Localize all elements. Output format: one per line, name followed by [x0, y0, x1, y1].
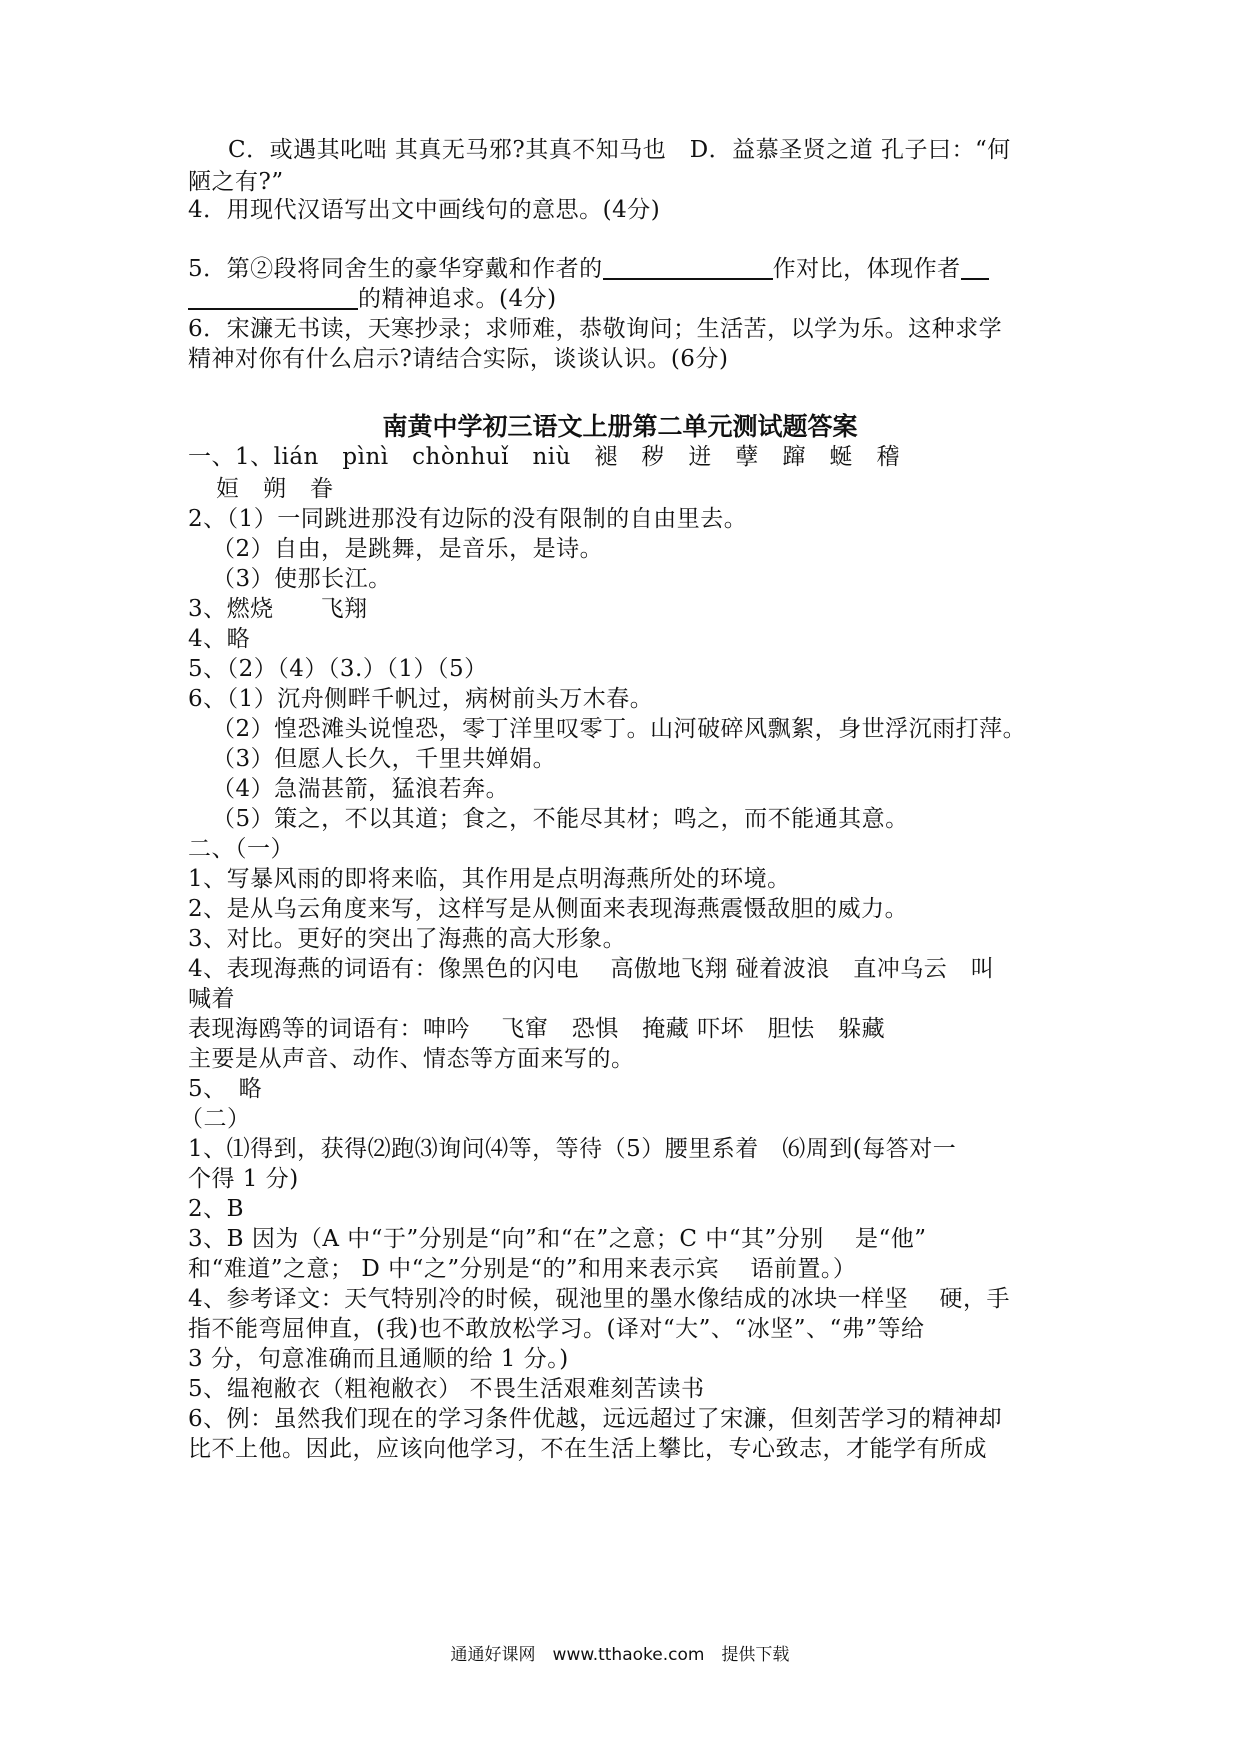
answer-6-2: （2）惶恐滩头说惶恐，零丁洋里叹零丁。山河破碎风飘絮，身世浮沉雨打萍。 [212, 716, 1027, 742]
answer-6-4: （4）急湍甚箭，猛浪若奔。 [212, 776, 510, 802]
answer-2-2-4-cont2: 3 分，句意准确而且通顺的给 1 分。) [188, 1346, 569, 1372]
question-3-options-cont: 陋之有?” [188, 169, 284, 195]
answer-2-2-4: 4、参考译文：天气特别冷的时候，砚池里的墨水像结成的冰块一样坚 硬，手 [188, 1286, 1010, 1312]
answer-4: 4、略 [188, 626, 251, 652]
answer-2-2-6: 6、例：虽然我们现在的学习条件优越，远远超过了宋濂，但刻苦学习的精神却 [188, 1406, 1003, 1432]
answer-6-1: 6、（1）沉舟侧畔千帆过，病树前头万木春。 [188, 686, 654, 712]
answer-2-2-2: 2、B [188, 1196, 245, 1222]
question-5-text-c: 的精神追求。(4分) [358, 286, 557, 312]
answer-2-1-3: 3、对比。更好的突出了海燕的高大形象。 [188, 926, 627, 952]
answer-blank [188, 284, 358, 310]
answer-6-3: （3）但愿人长久，千里共婵娟。 [212, 746, 557, 772]
answer-2-2-5: 5、缊袍敝衣（粗袍敝衣） 不畏生活艰难刻苦读书 [188, 1376, 705, 1402]
question-5-line2 [188, 283, 1068, 315]
question-6-line1: 6．宋濂无书读，天寒抄录；求师难，恭敬询问；生活苦，以学为乐。这种求学 [188, 316, 1003, 342]
answer-2-1-4-cont: 喊着 [188, 986, 235, 1012]
answer-2-3: （3）使那长江。 [212, 566, 392, 592]
question-5-line1 [188, 253, 1068, 285]
answer-blank [603, 254, 773, 280]
answer-2-1-4-gulls: 表现海鸥等的词语有：呻吟 飞窜 恐惧 掩藏 吓坏 胆怯 躲藏 [188, 1016, 886, 1042]
answer-2-2: （2）自由，是跳舞，是音乐，是诗。 [212, 536, 604, 562]
answer-1-chars: 姮 朔 眷 [216, 476, 334, 502]
answer-6-5: （5）策之，不以其道；食之，不能尽其材；鸣之，而不能通其意。 [212, 806, 909, 832]
answer-3: 3、燃烧 飞翔 [188, 596, 368, 622]
page-footer: 通通好课网 www.tthaoke.com 提供下载 [450, 1645, 790, 1665]
answer-2-1-4-summary: 主要是从声音、动作、情态等方面来写的。 [188, 1046, 635, 1072]
section-2-part-2-heading: （二） [180, 1106, 251, 1132]
question-5-text-a: 5．第②段将同舍生的豪华穿戴和作者的 [188, 256, 603, 282]
question-6-line2: 精神对你有什么启示?请结合实际，谈谈认识。(6分) [188, 346, 729, 372]
answer-2-1: 2、（1）一同跳进那没有边际的没有限制的自由里去。 [188, 506, 748, 532]
answer-2-1-5: 5、 略 [188, 1076, 263, 1102]
answer-2-1-1: 1、写暴风雨的即将来临，其作用是点明海燕所处的环境。 [188, 866, 791, 892]
answer-2-2-3: 3、B 因为（A 中“于”分别是“向”和“在”之意；C 中“其”分别 是“他” [188, 1226, 927, 1252]
question-5-text-b: 作对比，体现作者 [772, 256, 961, 282]
answer-5: 5、（2）（4）（3.）（1）（5） [188, 656, 488, 682]
answer-2-2-1-cont: 个得 1 分) [188, 1166, 299, 1192]
answer-key-title: 南黄中学初三语文上册第二单元测试题答案 [382, 412, 858, 441]
answer-1-pinyin: 一、1、lián pìnì chònhuǐ niù 褪 秽 迸 孽 蹿 蜒 稽 [188, 444, 900, 470]
question-4: 4．用现代汉语写出文中画线句的意思。(4分) [188, 197, 661, 223]
answer-2-1-4: 4、表现海燕的词语有：像黑色的闪电 高傲地飞翔 碰着波浪 直冲乌云 叫 [188, 956, 995, 982]
answer-2-2-3-cont: 和“难道”之意； D 中“之”分别是“的”和用来表示宾 语前置。） [188, 1256, 857, 1282]
answer-2-2-4-cont1: 指不能弯屈伸直，(我)也不敢放松学习。(译对“大”、“冰坚”、“弗”等给 [188, 1316, 925, 1342]
answer-2-2-1: 1、⑴得到，获得⑵跑⑶询问⑷等，等待（5）腰里系着 ⑹周到(每答对一 [188, 1136, 957, 1162]
answer-2-2-6-cont: 比不上他。因此，应该向他学习，不在生活上攀比，专心致志，才能学有所成 [188, 1436, 987, 1462]
section-2-part-1-heading: 二、（一） [188, 836, 294, 862]
answer-blank [961, 254, 989, 280]
answer-2-1-2: 2、是从乌云角度来写，这样写是从侧面来表现海燕震慑敌胆的威力。 [188, 896, 909, 922]
question-3-options-line: C．或遇其叱咄 其真无马邪?其真不知马也 D．益慕圣贤之道 孔子曰：“何 [228, 137, 1011, 163]
